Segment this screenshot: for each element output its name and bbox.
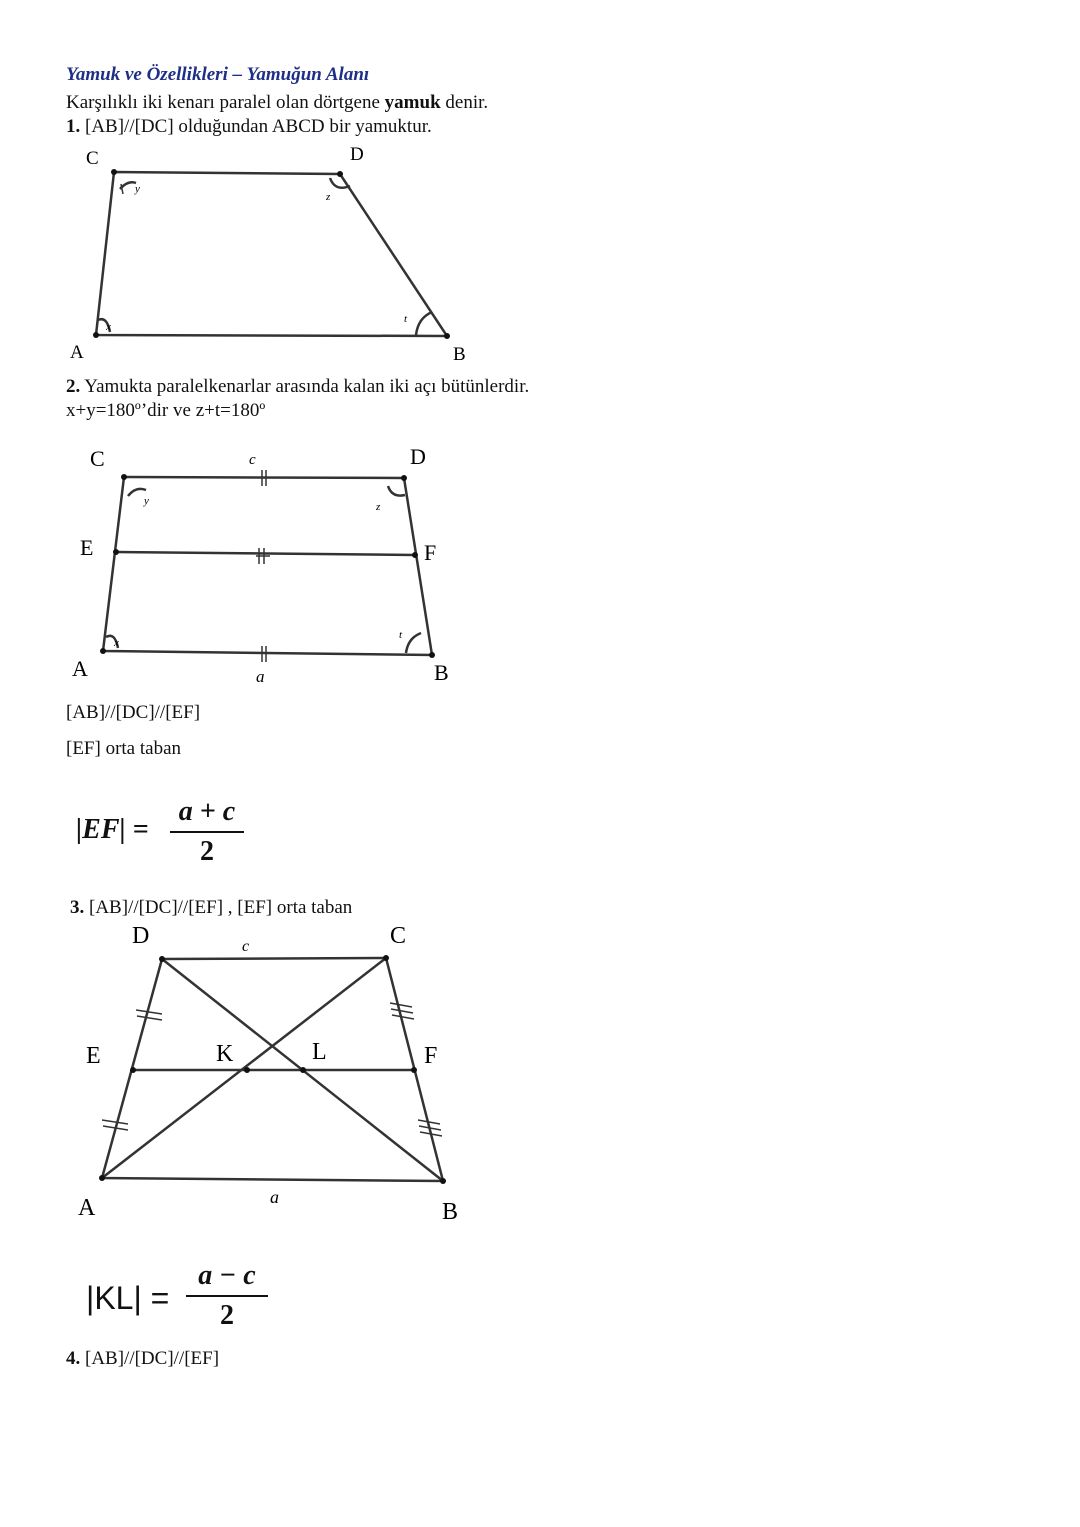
formula-1-fraction	[170, 796, 244, 868]
fig2-angle-y: y	[144, 495, 149, 507]
fig3-label-f: F	[424, 1043, 438, 1069]
item-1	[66, 116, 432, 138]
fig1-label-c: C	[86, 148, 99, 169]
formula-1-bar	[170, 831, 244, 833]
fig1-angle-z: z	[326, 191, 331, 203]
fig3-side-a: a	[270, 1187, 279, 1207]
fig2-label-e: E	[80, 535, 94, 560]
item-1-text: [AB]//[DC] olduğundan ABCD bir yamuktur.	[80, 116, 432, 137]
formula-2-numerator: a − c	[198, 1260, 256, 1291]
item-1-num: 1.	[66, 116, 81, 137]
fig3-label-a: A	[78, 1195, 96, 1221]
parallel-note: [AB]//[DC]//[EF]	[66, 702, 201, 723]
item-2-text: Yamukta paralelkenarlar arasında kalan iki açı bütünlerdir.	[80, 376, 530, 397]
fig2-angle-x: x	[114, 637, 119, 649]
fig1-label-a: A	[70, 342, 84, 363]
fig3-side-c: c	[242, 938, 250, 955]
fig3-label-l: L	[312, 1039, 327, 1065]
fig2-label-c: C	[90, 446, 105, 471]
fig3-label-c: C	[390, 923, 407, 949]
figure-1-trapezoid	[0, 140, 520, 370]
fig1-angle-y: y	[135, 183, 140, 195]
fig1-label-b: B	[453, 344, 466, 365]
figure-3-trapezoid-diagonals	[0, 915, 520, 1235]
fig3-label-d: D	[132, 923, 150, 949]
figure-2-trapezoid-midline	[0, 440, 520, 690]
fig2-side-c: c	[249, 452, 256, 468]
intro-after: denir.	[440, 92, 489, 113]
fig2-angle-t: t	[399, 629, 403, 641]
item-3-text: [AB]//[DC]//[EF] , [EF] orta taban	[84, 897, 353, 918]
intro-bold: yamuk	[384, 92, 441, 113]
intro-text	[66, 92, 488, 114]
item-2	[66, 376, 529, 398]
formula-2-bar	[186, 1295, 268, 1297]
fig3-label-b: B	[442, 1199, 459, 1225]
item-3-num: 3.	[70, 897, 85, 918]
formula-2-denominator: 2	[220, 1300, 234, 1331]
page-title: Yamuk ve Özellikleri – Yamuğun Alanı	[66, 64, 370, 85]
fig3-label-e: E	[86, 1043, 101, 1069]
fig1-angle-t: t	[404, 313, 408, 325]
fig2-side-a: a	[256, 667, 265, 686]
fig2-label-b: B	[434, 660, 449, 685]
fig3-label-k: K	[216, 1041, 234, 1067]
item-4	[66, 1348, 219, 1370]
item-4-num: 4.	[66, 1348, 81, 1369]
item-4-text: [AB]//[DC]//[EF]	[80, 1348, 220, 1369]
item-2-line2: x+y=180º’dir ve z+t=180º	[66, 400, 266, 421]
fig2-label-d: D	[410, 444, 426, 469]
midline-note: [EF] orta taban	[66, 738, 182, 759]
fig2-label-a: A	[72, 656, 88, 681]
fig2-angle-z: z	[376, 501, 381, 513]
fig2-label-f: F	[424, 540, 437, 565]
item-2-num: 2.	[66, 376, 81, 397]
formula-2-fraction	[186, 1260, 268, 1332]
formula-1-numerator: a + c	[178, 796, 236, 827]
intro-before: Karşılıklı iki kenarı paralel olan dörtgene	[66, 92, 385, 113]
formula-1-lhs: |EF| =	[76, 814, 149, 845]
formula-2-lhs: |KL| =	[86, 1280, 170, 1316]
fig1-angle-x: x	[106, 321, 111, 333]
fig1-label-d: D	[350, 144, 364, 165]
formula-1-denominator: 2	[200, 836, 214, 867]
